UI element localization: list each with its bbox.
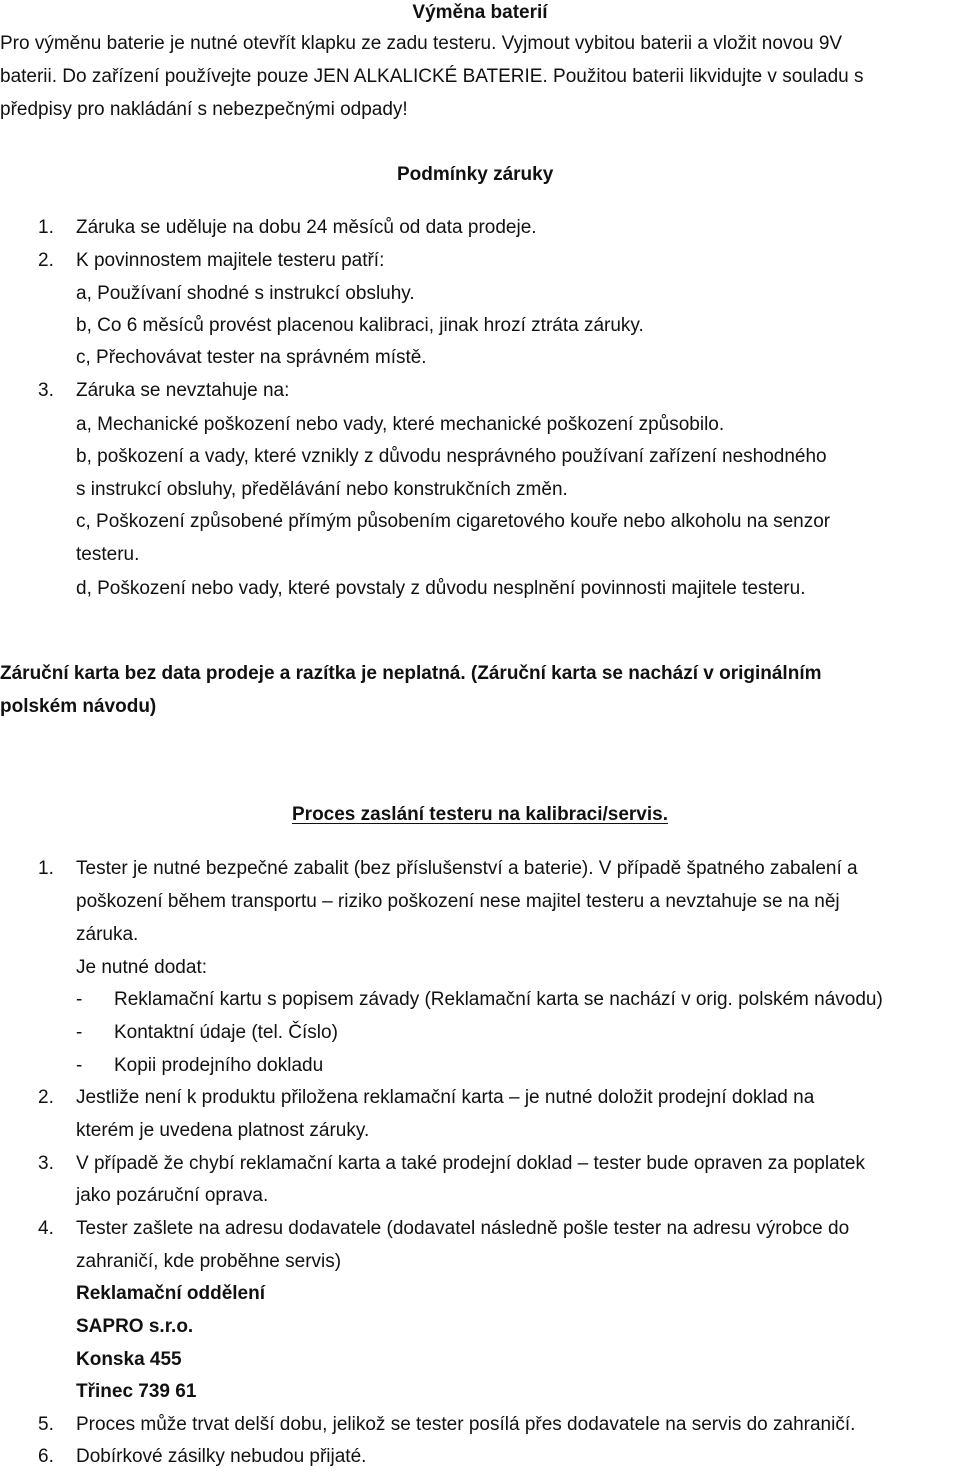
process-item-text: Tester je nutné bezpečné zabalit (bez příslušenství a baterie). V případě špatného zabalení a xyxy=(76,858,858,879)
warranty-item-text: Záruka se nevztahuje na: xyxy=(76,380,290,401)
warranty-item-text: Záruka se uděluje na dobu 24 měsíců od data prodeje. xyxy=(76,217,537,238)
battery-text-line: Pro výměnu baterie je nutné otevřít klapku ze zadu testeru. Vyjmout vybitou baterii a vložit novou 9V xyxy=(0,33,843,54)
process-item-number: 6. xyxy=(38,1446,54,1467)
warranty-item-text: d, Poškození nebo vady, které povstaly z důvodu nesplnění povinnosti majitele testeru. xyxy=(76,578,806,599)
bullet-dash: - xyxy=(76,1055,83,1076)
process-item-number: 2. xyxy=(38,1087,54,1108)
warranty-item-text: K povinnostem majitele testeru patří: xyxy=(76,250,385,271)
warranty-item-text: b, poškození a vady, které vznikly z důvodu nesprávného používaní zařízení neshodného xyxy=(76,446,827,467)
bullet-dash: - xyxy=(76,989,83,1010)
battery-text-line: předpisy pro nakládání s nebezpečnými odpady! xyxy=(0,99,408,120)
warranty-card-notice: Záruční karta bez data prodeje a razítka je neplatná. (Záruční karta se nachází v originálním xyxy=(0,663,822,684)
warranty-item-text: s instrukcí obsluhy, předělávání nebo konstrukčních změn. xyxy=(76,479,568,500)
battery-text-line: baterii. Do zařízení používejte pouze JEN ALKALICKÉ BATERIE. Použitou baterii likvidujte v souladu s xyxy=(0,66,864,87)
process-item-number: 4. xyxy=(38,1218,54,1239)
required-item: Kopii prodejního dokladu xyxy=(114,1055,324,1076)
process-item-text: kterém je uvedena platnost záruky. xyxy=(76,1120,370,1141)
warranty-item-text: c, Přechovávat tester na správném místě. xyxy=(76,347,427,368)
process-item-text: Proces může trvat delší dobu, jelikož se tester posílá přes dodavatele na servis do zahraničí. xyxy=(76,1414,856,1435)
required-item: Kontaktní údaje (tel. Číslo) xyxy=(114,1022,338,1043)
battery-title: Výměna baterií xyxy=(412,2,548,23)
warranty-item-text: a, Používaní shodné s instrukcí obsluhy. xyxy=(76,283,415,304)
process-item-text: Jestliže není k produktu přiložena reklamační karta – je nutné doložit prodejní doklad na xyxy=(76,1087,815,1108)
address-company: SAPRO s.r.o. xyxy=(76,1316,194,1337)
process-item-text: Je nutné dodat: xyxy=(76,957,207,978)
process-title xyxy=(0,802,960,828)
warranty-item-number: 1. xyxy=(38,217,54,238)
address-department: Reklamační oddělení xyxy=(76,1283,266,1304)
required-item: Reklamační kartu s popisem závady (Reklamační karta se nachází v orig. polském návodu) xyxy=(114,989,883,1010)
process-item-text: zahraničí, kde proběhne servis) xyxy=(76,1251,342,1272)
warranty-card-notice: polském návodu) xyxy=(0,696,157,717)
process-item-text: Dobírkové zásilky nebudou přijaté. xyxy=(76,1446,367,1467)
address-city: Třinec 739 61 xyxy=(76,1381,197,1402)
process-item-number: 5. xyxy=(38,1414,54,1435)
bullet-dash: - xyxy=(76,1022,83,1043)
process-item-text: Tester zašlete na adresu dodavatele (dodavatel následně pošle tester na adresu výrobce do xyxy=(76,1218,850,1239)
warranty-title: Podmínky záruky xyxy=(397,164,554,185)
process-title-text: Proces zaslání testeru na kalibraci/servis. xyxy=(292,804,668,825)
warranty-item-text: b, Co 6 měsíců provést placenou kalibraci, jinak hrozí ztráta záruky. xyxy=(76,315,644,336)
warranty-item-text: testeru. xyxy=(76,544,140,565)
address-street: Konska 455 xyxy=(76,1349,182,1370)
warranty-item-number: 2. xyxy=(38,250,54,271)
process-item-text: jako pozáruční oprava. xyxy=(76,1185,269,1206)
process-item-text: záruka. xyxy=(76,924,139,945)
warranty-item-text: c, Poškození způsobené přímým působením cigaretového kouře nebo alkoholu na senzor xyxy=(76,511,831,532)
process-item-number: 1. xyxy=(38,858,54,879)
process-item-number: 3. xyxy=(38,1153,54,1174)
warranty-item-text: a, Mechanické poškození nebo vady, které mechanické poškození způsobilo. xyxy=(76,414,725,435)
process-item-text: V případě že chybí reklamační karta a také prodejní doklad – tester bude opraven za poplatek xyxy=(76,1153,865,1174)
warranty-item-number: 3. xyxy=(38,380,54,401)
process-item-text: poškození během transportu – riziko poškození nese majitel testeru a nevztahuje se na něj xyxy=(76,891,840,912)
